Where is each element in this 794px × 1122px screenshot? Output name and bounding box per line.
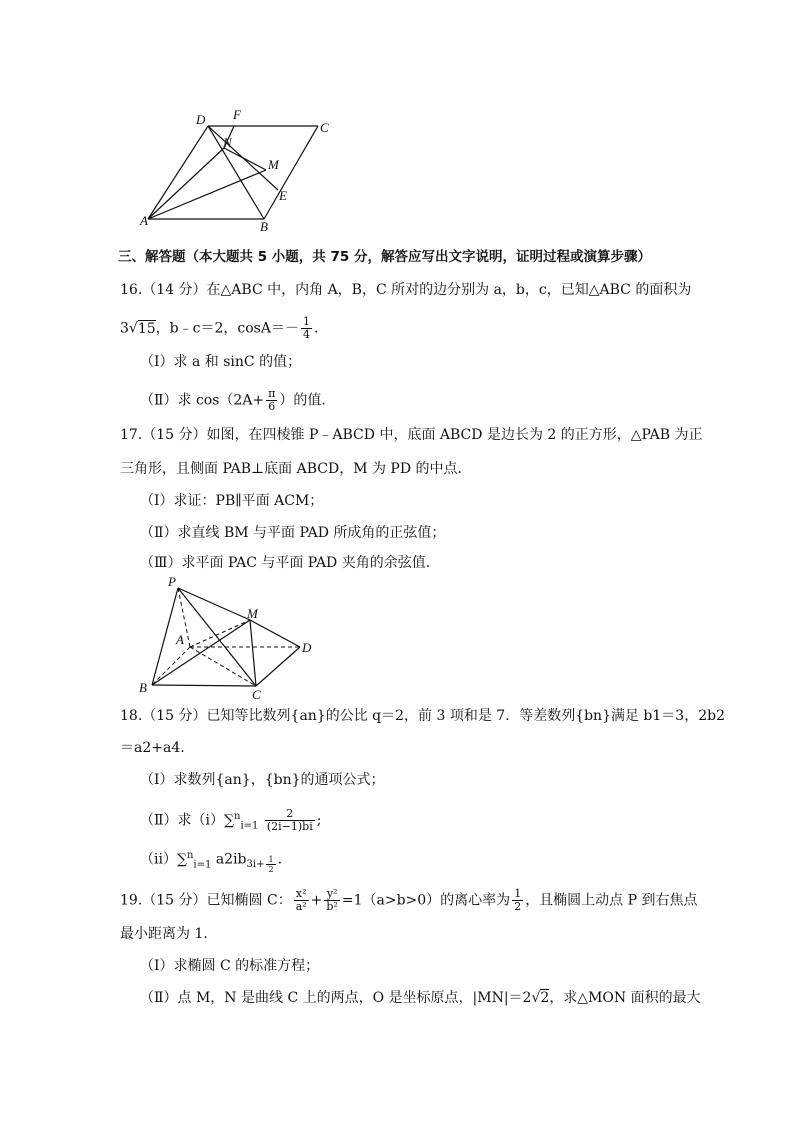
seg-an xyxy=(148,148,224,219)
edge-bc xyxy=(152,685,256,686)
label-D: D xyxy=(196,112,206,127)
seg-am xyxy=(148,170,266,219)
edge-cd xyxy=(256,647,300,686)
seg-nm xyxy=(224,148,266,170)
fraction-eccentricity: $\frac{1}{2}$ xyxy=(514,887,522,913)
q18-part1: （Ⅰ）求数列{an}，{bn}的通项公式； xyxy=(140,772,385,788)
label-M: M xyxy=(268,157,279,172)
section-heading: 三、解答题（本大题共 5 小题，共 75 分，解答应写出文字说明，证明过程或演算步骤） xyxy=(118,249,651,265)
label-F: F xyxy=(233,107,241,122)
fraction-quarter: $\frac{1}{4}$ xyxy=(302,315,310,341)
q19-stem-2: 最小距离为 1. xyxy=(120,926,208,942)
label-B: B xyxy=(139,680,147,695)
q17-stem-2: 三角形，且侧面 PAB⊥底面 ABCD，M 为 PD 的中点. xyxy=(120,461,462,477)
label-A: A xyxy=(140,213,148,228)
edge-bc xyxy=(264,126,318,219)
fraction-pi-six: $\frac{\pi}{6}$ xyxy=(268,387,276,413)
edge-pm xyxy=(178,588,250,620)
edge-md xyxy=(250,620,300,647)
label-P: P xyxy=(168,574,176,589)
seg-db xyxy=(208,126,264,219)
hidden-am xyxy=(190,620,250,647)
q17-part2: （Ⅱ）求直线 BM 与平面 PAD 所成角的正弦值； xyxy=(140,525,446,541)
label-C: C xyxy=(252,687,261,702)
q16-stem: 16.（14 分）在△ABC 中，内角 A，B，C 所对的边分别为 a，b，c，已知△ABC 的面积为 xyxy=(120,282,692,298)
q17-part1: （Ⅰ）求证：PB∥平面 ACM； xyxy=(140,493,324,509)
edge-ad xyxy=(148,126,208,219)
q18-stem-2: ＝a2+a4. xyxy=(120,740,185,756)
q19-part1: （Ⅰ）求椭圆 C 的标准方程； xyxy=(140,958,320,974)
q19-stem-1: 19.（15 分）已知椭圆 C： $\frac{\text{x²}}{\text{a²}}$ + $\frac{\text{y²}}{\text{b²}}$ =1（a>b>0）的离心率为 $\frac{1}{2}$ ，且椭圆上动点 P 到右焦点 xyxy=(120,887,698,913)
label-A: A xyxy=(176,632,184,647)
figure-parallelogram xyxy=(130,100,350,235)
figure-pyramid xyxy=(130,572,330,702)
edge-pc xyxy=(178,588,256,686)
label-M: M xyxy=(247,606,258,621)
label-D: D xyxy=(302,640,312,655)
label-N: N xyxy=(223,135,232,150)
edge-mc xyxy=(250,620,256,686)
q17-part3: （Ⅲ）求平面 PAC 与平面 PAD 夹角的余弦值. xyxy=(140,555,431,571)
fraction-x2-a2: $\frac{\text{x²}}{\text{a²}}$ xyxy=(295,887,307,913)
fraction-sum-term: $\frac{2}{(2i-1)bi}$ xyxy=(266,807,313,834)
q17-stem-1: 17.（15 分）如图，在四棱锥 P﹣ABCD 中，底面 ABCD 是边长为 2 的正方形，△PAB 为正 xyxy=(120,427,703,443)
q16-part1: （Ⅰ）求 a 和 sinC 的值； xyxy=(140,354,302,370)
q19-part2: （Ⅱ）点 M，N 是曲线 C 上的两点，O 是坐标原点，|MN|＝2√2，求△MON 面积的最大 xyxy=(140,990,701,1006)
q16-part2: （Ⅱ）求 cos（2A+ $\frac{\pi}{6}$ ）的值. xyxy=(140,387,326,413)
q18-part3: （ⅱ）∑$^n_{i=1}$ $a2ib_{3i+ \frac{1}{2}}$ . xyxy=(140,850,283,875)
fraction-y2-b2: $\frac{\text{y²}}{\text{b²}}$ xyxy=(326,887,338,913)
q18-part2: （Ⅱ）求（ⅰ）∑$^n_{i=1}$ $\frac{2}{(2i-1)bi}$ ; xyxy=(140,807,322,834)
label-C: C xyxy=(320,120,329,135)
q16-condition: 3√15，b﹣c＝2，cosA＝－ $\frac{1}{4}$ . xyxy=(120,315,319,341)
label-E: E xyxy=(279,188,287,203)
q18-stem-1: 18.（15 分）已知等比数列{an}的公比 q＝2，前 3 项和是 7．等差数列{bn}满足 b1＝3，2b2 xyxy=(120,708,725,724)
label-B: B xyxy=(260,219,268,234)
